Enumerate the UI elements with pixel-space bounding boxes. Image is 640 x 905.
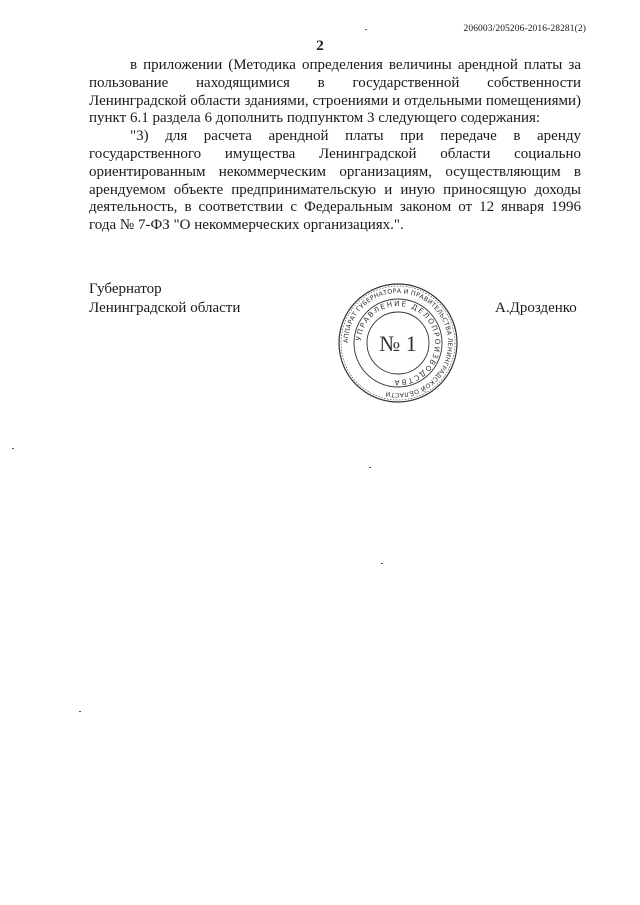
scan-speck bbox=[381, 563, 383, 564]
seal-outer-text: АППАРАТ ГУБЕРНАТОРА И ПРАВИТЕЛЬСТВА ЛЕНИНГРАДСКОЙ ОБЛАСТИ bbox=[342, 287, 454, 399]
scan-speck bbox=[12, 448, 14, 449]
paragraph-amendment: в приложении (Методика определения величины арендной платы за пользование находящимися в государственной собственности Ленинградской области зданиями, строениями и отдельными помещениями) пункт 6.1 раздела 6 дополнить подпунктом 3 следующего содержания: bbox=[89, 57, 581, 127]
document-id: 206003/205206-2016-28281(2) bbox=[463, 24, 586, 34]
signatory-position bbox=[89, 280, 240, 318]
official-seal bbox=[337, 282, 459, 404]
seal-number: № 1 bbox=[379, 331, 417, 356]
page-number: 2 bbox=[316, 38, 324, 54]
signatory-name: А.Дрозденко bbox=[495, 300, 577, 316]
seal-inner-text: УПРАВЛЕНИЕ ДЕЛОПРОИЗВОДСТВА bbox=[353, 298, 443, 388]
signatory-title: Губернатор bbox=[89, 281, 162, 297]
scan-speck bbox=[79, 711, 81, 712]
paragraph-subpoint-3: "3) для расчета арендной платы при передаче в аренду государственного имущества Ленинградской области социально ориентированным некоммерческим организациям, осуществляющим в арендуемом объекте предпринимательскую и иную приносящую доходы деятельность, в соответствии с Федеральным законом от 12 января 1996 года № 7-ФЗ "О некоммерческих организациях.". bbox=[89, 128, 581, 234]
scan-speck bbox=[369, 467, 371, 468]
document-body bbox=[89, 57, 581, 235]
scan-speck bbox=[365, 29, 367, 30]
signatory-region: Ленинградской области bbox=[89, 300, 241, 316]
